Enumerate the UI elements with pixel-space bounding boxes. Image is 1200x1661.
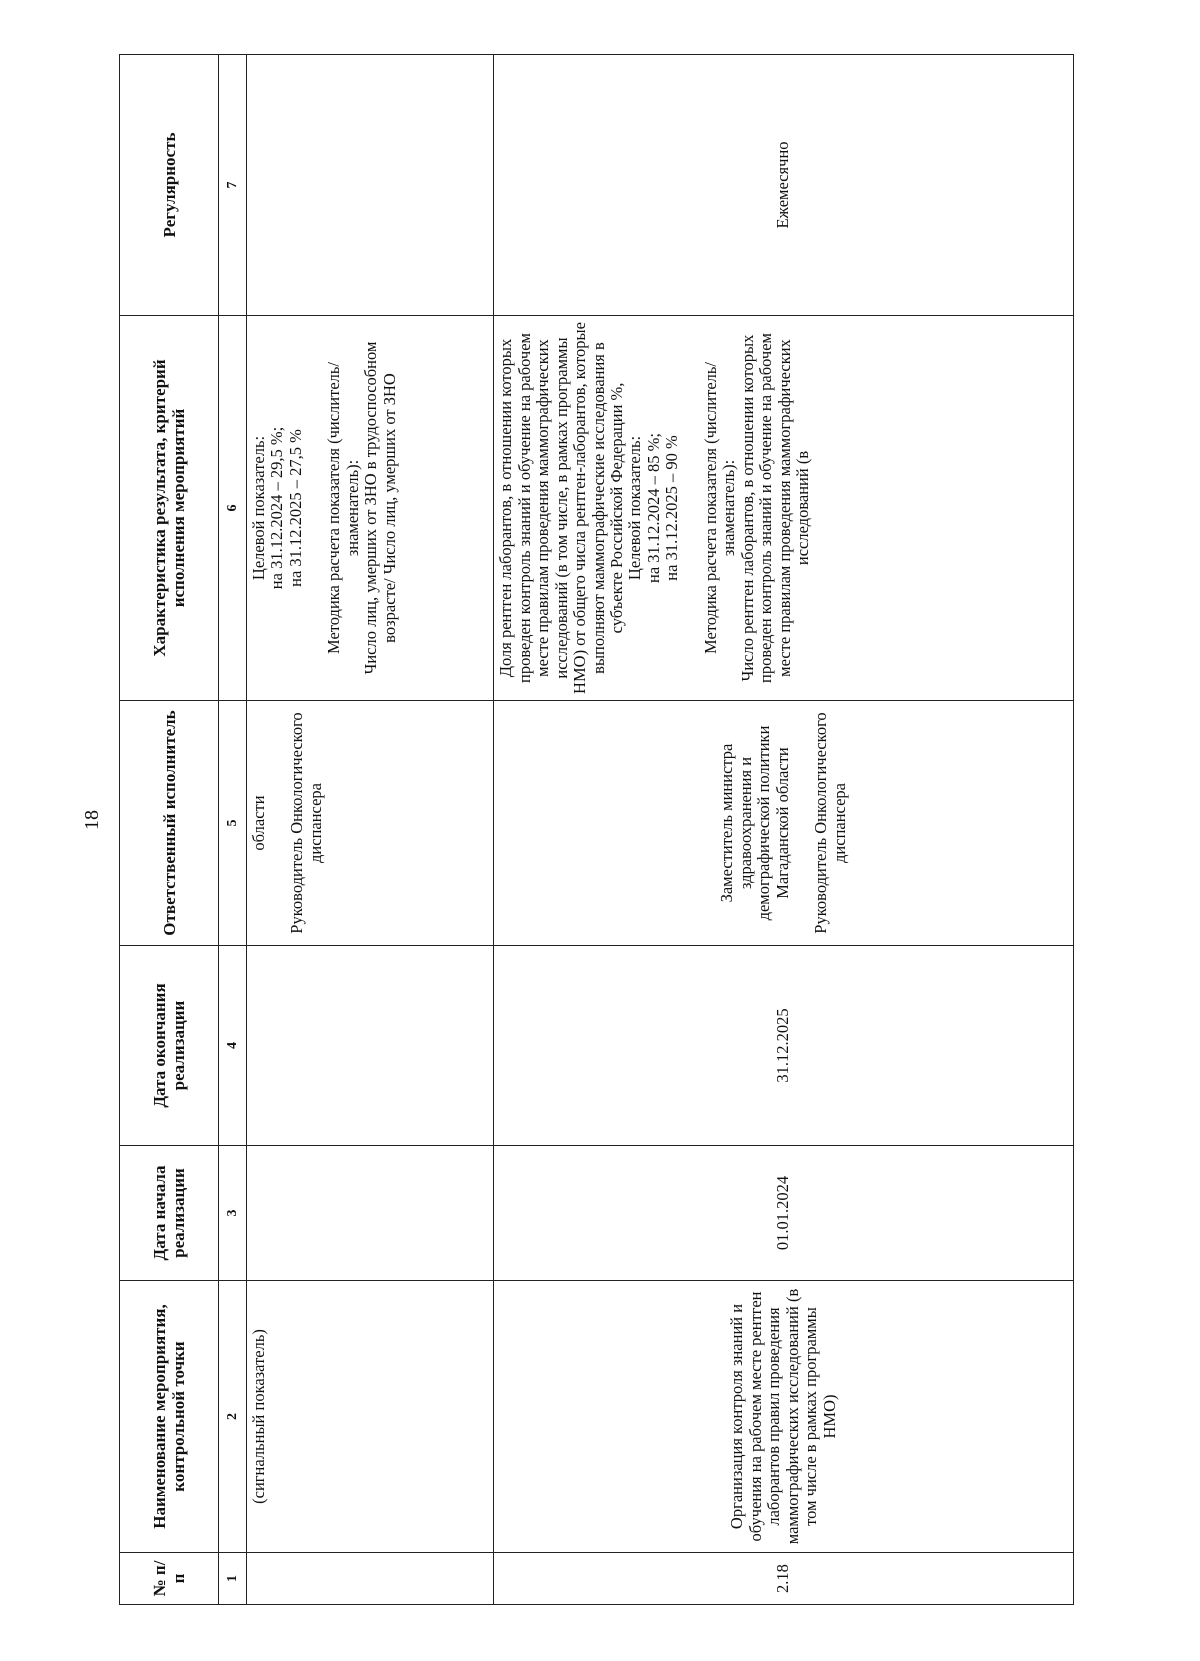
table-row: [246, 55, 493, 1605]
header-name: Наименование мероприятия, контрольной точки: [120, 1281, 219, 1553]
characteristic-cell: [246, 316, 493, 701]
responsible-text: области: [248, 795, 268, 851]
row-number-cell: [246, 1553, 493, 1605]
column-number: 2: [219, 1281, 247, 1553]
page-number: 18: [80, 810, 103, 830]
start-date-cell: [246, 1146, 493, 1281]
column-number: 5: [219, 701, 247, 946]
regularity-cell: Ежемесячно: [494, 55, 1074, 316]
characteristic-text: Целевой показатель: на 31.12.2024 – 29,5 %; на 31.12.2025 – 27,5 %: [248, 426, 305, 590]
characteristic-text: Методика расчета показателя (числитель/знаменатель): Число лиц, умерших от ЗНО в трудоспособном возрасте/ Число лиц, умерших от ЗНО: [324, 341, 399, 675]
responsible-cell: [494, 701, 1074, 946]
table-row: [494, 55, 1074, 1605]
row-number-cell: 2.18: [494, 1553, 1074, 1605]
header-end-date: Дата окончания реализации: [120, 946, 219, 1146]
column-number: 4: [219, 946, 247, 1146]
column-number: 1: [219, 1553, 247, 1605]
measure-name-cell: Организация контроля знаний и обучения на рабочем месте рентген лаборантов правил проведения маммографических исследований (в том числе в рамках программы НМО): [494, 1281, 1074, 1553]
start-date-cell: 01.01.2024: [494, 1146, 1074, 1281]
header-start-date: Дата начала реализации: [120, 1146, 219, 1281]
responsible-text: Руководитель Онкологического диспансера: [811, 712, 849, 934]
responsible-text: Руководитель Онкологического диспансера: [287, 712, 325, 934]
end-date-cell: 31.12.2025: [494, 946, 1074, 1146]
measure-name-cell: (сигнальный показатель): [246, 1281, 493, 1553]
characteristic-cell: [494, 316, 1074, 701]
rotated-table-container: [119, 55, 1074, 1605]
table-header-row: [120, 55, 219, 1605]
measures-table: [119, 54, 1074, 1605]
responsible-text: Заместитель министра здравоохранения и демографической политики Магаданской области: [717, 725, 792, 921]
characteristic-text: Методика расчета показателя (числитель/знаменатель): Число рентген лаборантов, в отношении которых проведен контроль знаний и обучение на рабочем месте правилам проведения маммографических исследований (в: [700, 333, 813, 684]
rotated-table-wrapper: [119, 55, 1074, 1605]
column-number: 3: [219, 1146, 247, 1281]
header-number: № п/п: [120, 1553, 219, 1605]
responsible-cell: [246, 701, 493, 946]
column-number-row: [219, 55, 247, 1605]
end-date-cell: [246, 946, 493, 1146]
header-responsible: Ответственный исполнитель: [120, 701, 219, 946]
column-number: 7: [219, 55, 247, 316]
header-characteristic: Характеристика результата, критерий исполнения мероприятий: [120, 316, 219, 701]
column-number: 6: [219, 316, 247, 701]
header-regularity: Регулярность: [120, 55, 219, 316]
regularity-cell: [246, 55, 493, 316]
characteristic-text: Доля рентген лаборантов, в отношении которых проведен контроль знаний и обучение на рабочем месте правилам проведения маммографических исследований (в том числе, в рамках программы НМО) от общего числа рентген-лаборантов, которые выполняют маммографические исследования в субъекте Российской Федерации %, Целевой показатель: на 31.12.2024 – 85 %; на 31.12.2025 – 90 %: [496, 322, 682, 694]
